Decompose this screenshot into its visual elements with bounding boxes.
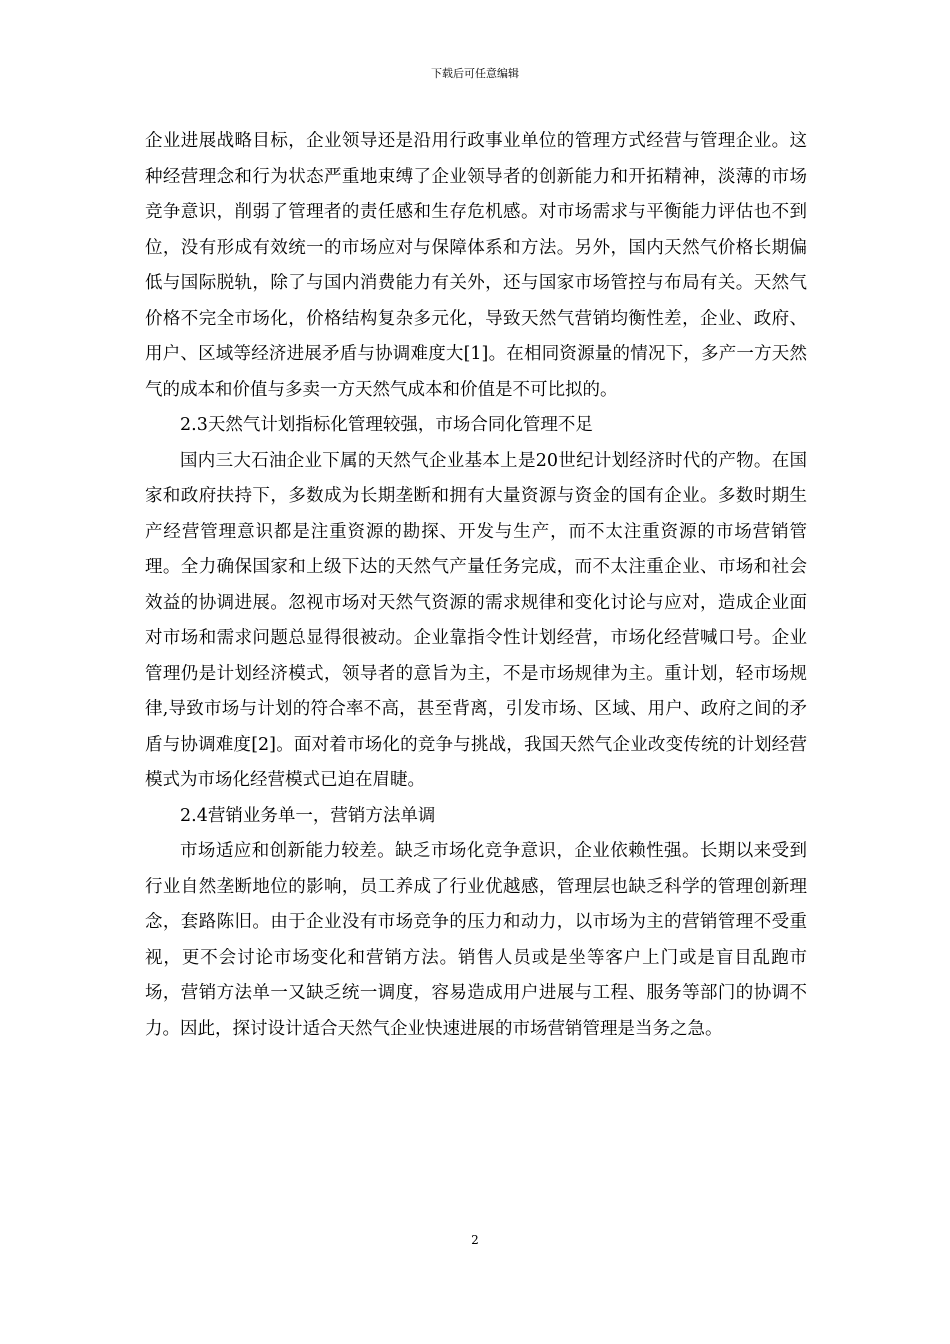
- document-body: [145, 124, 807, 1047]
- page-number: 2: [471, 1233, 479, 1247]
- section-heading-2-3: 2.3天然气计划指标化管理较强，市场合同化管理不足: [180, 415, 593, 435]
- section-heading-2-4: 2.4营销业务单一，营销方法单调: [180, 805, 436, 826]
- page-header: 下载后可任意编辑: [431, 67, 519, 80]
- paragraph-marketing: 市场适应和创新能力较差。缺乏市场化竞争意识，企业依赖性强。长期以来受到行业自然垄断地位的影响，员工养成了行业优越感，管理层也缺乏科学的管理创新理念，套路陈旧。由于企业没有市场竞争的压力和动力，以市场为主的营销管理不受重视，更不会讨论市场变化和营销方法。销售人员或是坐等客户上门或是盲目乱跑市场，营销方法单一又缺乏统一调度，容易造成用户进展与工程、服务等部门的协调不力。因此，探讨设计适合天然气企业快速进展的市场营销管理是当务之急。: [145, 841, 807, 1039]
- paragraph-continued: 企业进展战略目标，企业领导还是沿用行政事业单位的管理方式经营与管理企业。这种经营理念和行为状态严重地束缚了企业领导者的创新能力和开拓精神，淡薄的市场竞争意识，削弱了管理者的责任感和生存危机感。对市场需求与平衡能力评估也不到位，没有形成有效统一的市场应对与保障体系和方法。另外，国内天然气价格长期偏低与国际脱轨，除了与国内消费能力有关外，还与国家市场管控与布局有关。天然气价格不完全市场化，价格结构复杂多元化，导致天然气营销均衡性差，企业、政府、用户、区域等经济进展矛盾与协调难度大[1]。在相同资源量的情况下，多产一方天然气的成本和价值与多卖一方天然气成本和价值是不可比拟的。: [145, 131, 807, 400]
- paragraph-planning: 国内三大石油企业下属的天然气企业基本上是20世纪计划经济时代的产物。在国家和政府扶持下，多数成为长期垄断和拥有大量资源与资金的国有企业。多数时期生产经营管理意识都是注重资源的勘探、开发与生产，而不太注重资源的市场营销管理。全力确保国家和上级下达的天然气产量任务完成，而不太注重企业、市场和社会效益的协调进展。忽视市场对天然气资源的需求规律和变化讨论与应对，造成企业面对市场和需求问题总显得很被动。企业靠指令性计划经营，市场化经营喊口号。企业管理仍是计划经济模式，领导者的意旨为主，不是市场规律为主。重计划，轻市场规律,导致市场与计划的符合率不高，甚至背离，引发市场、区域、用户、政府之间的矛盾与协调难度[2]。面对着市场化的竞争与挑战，我国天然气企业改变传统的计划经营模式为市场化经营模式已迫在眉睫。: [145, 450, 807, 790]
